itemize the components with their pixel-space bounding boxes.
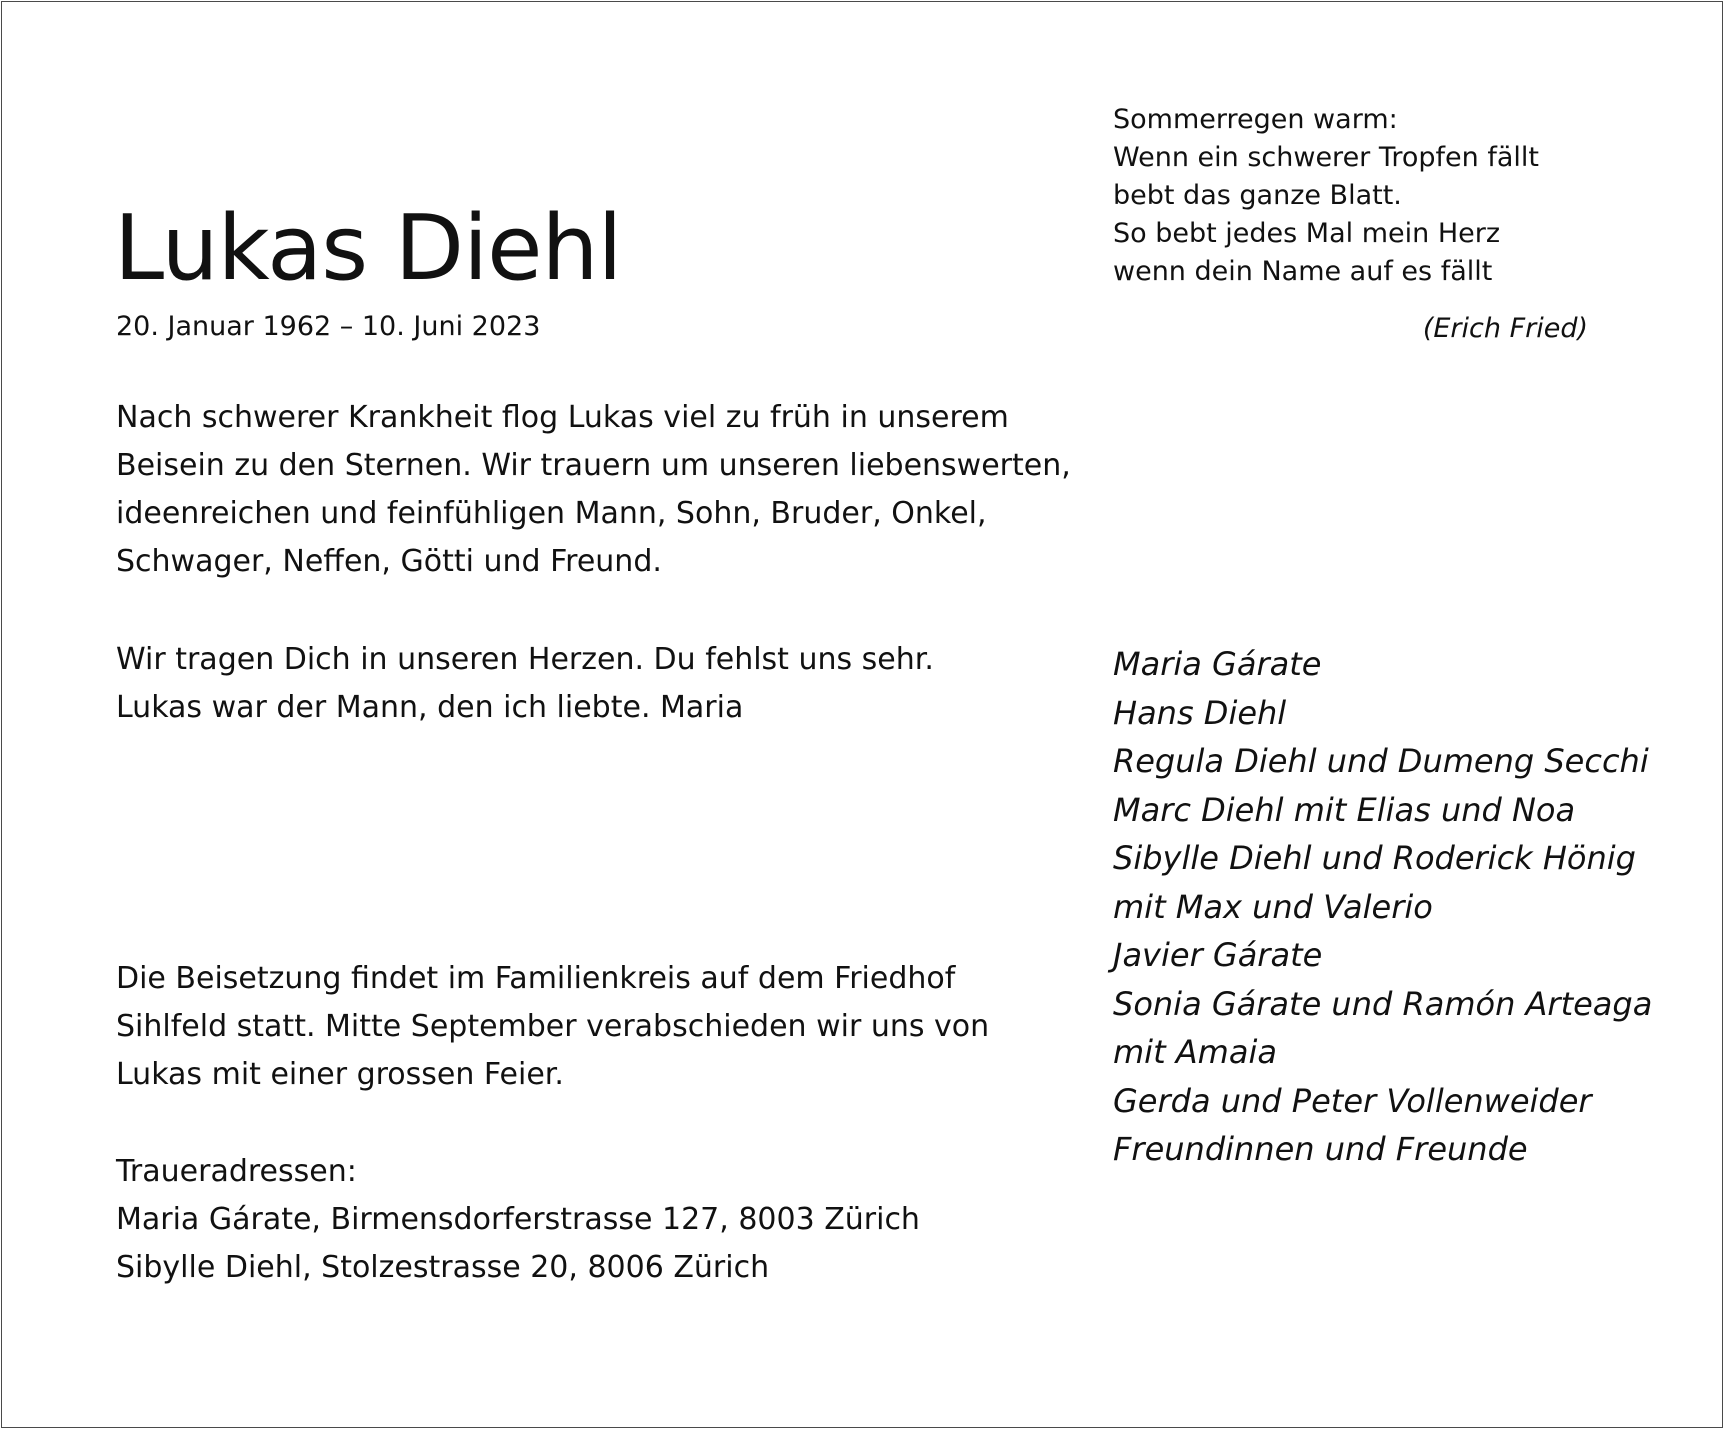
mourner-line: Sibylle Diehl und Roderick Hönig xyxy=(1113,839,1636,877)
mourner-line: Maria Gárate xyxy=(1113,645,1322,683)
poem-line: wenn dein Name auf es fällt xyxy=(1113,256,1493,287)
poem-line: bebt das ganze Blatt. xyxy=(1113,180,1402,211)
mourner-line: mit Max und Valerio xyxy=(1113,887,1433,926)
text-line: Beisein zu den Sternen. Wir trauern um unseren liebenswerten, xyxy=(116,448,1071,483)
mourner-line: Gerda und Peter Vollenweider xyxy=(1113,1081,1592,1120)
mourner-line: Javier Gárate xyxy=(1113,936,1323,974)
poem-line: Wenn ein schwerer Tropfen fällt xyxy=(1113,142,1540,173)
mourner-line: Regula Diehl und Dumeng Secchi xyxy=(1113,742,1649,780)
mourner-line: mit Amaia xyxy=(1113,1033,1277,1071)
text-line: Lukas mit einer grossen Feier. xyxy=(116,1057,564,1092)
poem xyxy=(1113,101,1539,291)
mourners-list xyxy=(1113,640,1652,1174)
text-line: Sihlfeld statt. Mitte September verabschieden wir uns von xyxy=(116,1009,990,1044)
announcement-paragraph xyxy=(116,394,1076,586)
text-line: Nach schwerer Krankheit flog Lukas viel zu früh in unserem xyxy=(116,400,1009,435)
text-line: Die Beisetzung findet im Familienkreis auf dem Friedhof xyxy=(116,961,956,996)
address-line: Sibylle Diehl, Stolzestrasse 20, 8006 Zürich xyxy=(116,1250,770,1285)
mourner-line: Freundinnen und Freunde xyxy=(1113,1130,1528,1168)
text-line: Wir tragen Dich in unseren Herzen. Du fehlst uns sehr. xyxy=(116,642,934,677)
life-dates: 20. Januar 1962 – 10. Juni 2023 xyxy=(116,311,541,342)
funeral-info-paragraph xyxy=(116,955,1076,1099)
mourner-line: Sonia Gárate und Ramón Arteaga xyxy=(1113,984,1653,1023)
address-line: Maria Gárate, Birmensdorferstrasse 127, 8003 Zürich xyxy=(116,1202,920,1237)
addresses-heading: Traueradressen: xyxy=(116,1154,357,1189)
deceased-name: Lukas Diehl xyxy=(114,196,622,301)
condolence-addresses xyxy=(116,1148,1076,1292)
poem-author: (Erich Fried) xyxy=(1422,313,1588,344)
poem-line: So bebt jedes Mal mein Herz xyxy=(1113,218,1501,249)
mourner-line: Marc Diehl mit Elias und Noa xyxy=(1113,790,1576,829)
text-line: Lukas war der Mann, den ich liebte. Maria xyxy=(116,690,744,725)
text-line: Schwager, Neffen, Götti und Freund. xyxy=(116,544,662,579)
poem-line: Sommerregen warm: xyxy=(1113,104,1398,135)
text-line: ideenreichen und feinfühligen Mann, Sohn, Bruder, Onkel, xyxy=(116,496,987,531)
personal-message-paragraph xyxy=(116,636,1076,732)
mourner-line: Hans Diehl xyxy=(1113,693,1287,732)
